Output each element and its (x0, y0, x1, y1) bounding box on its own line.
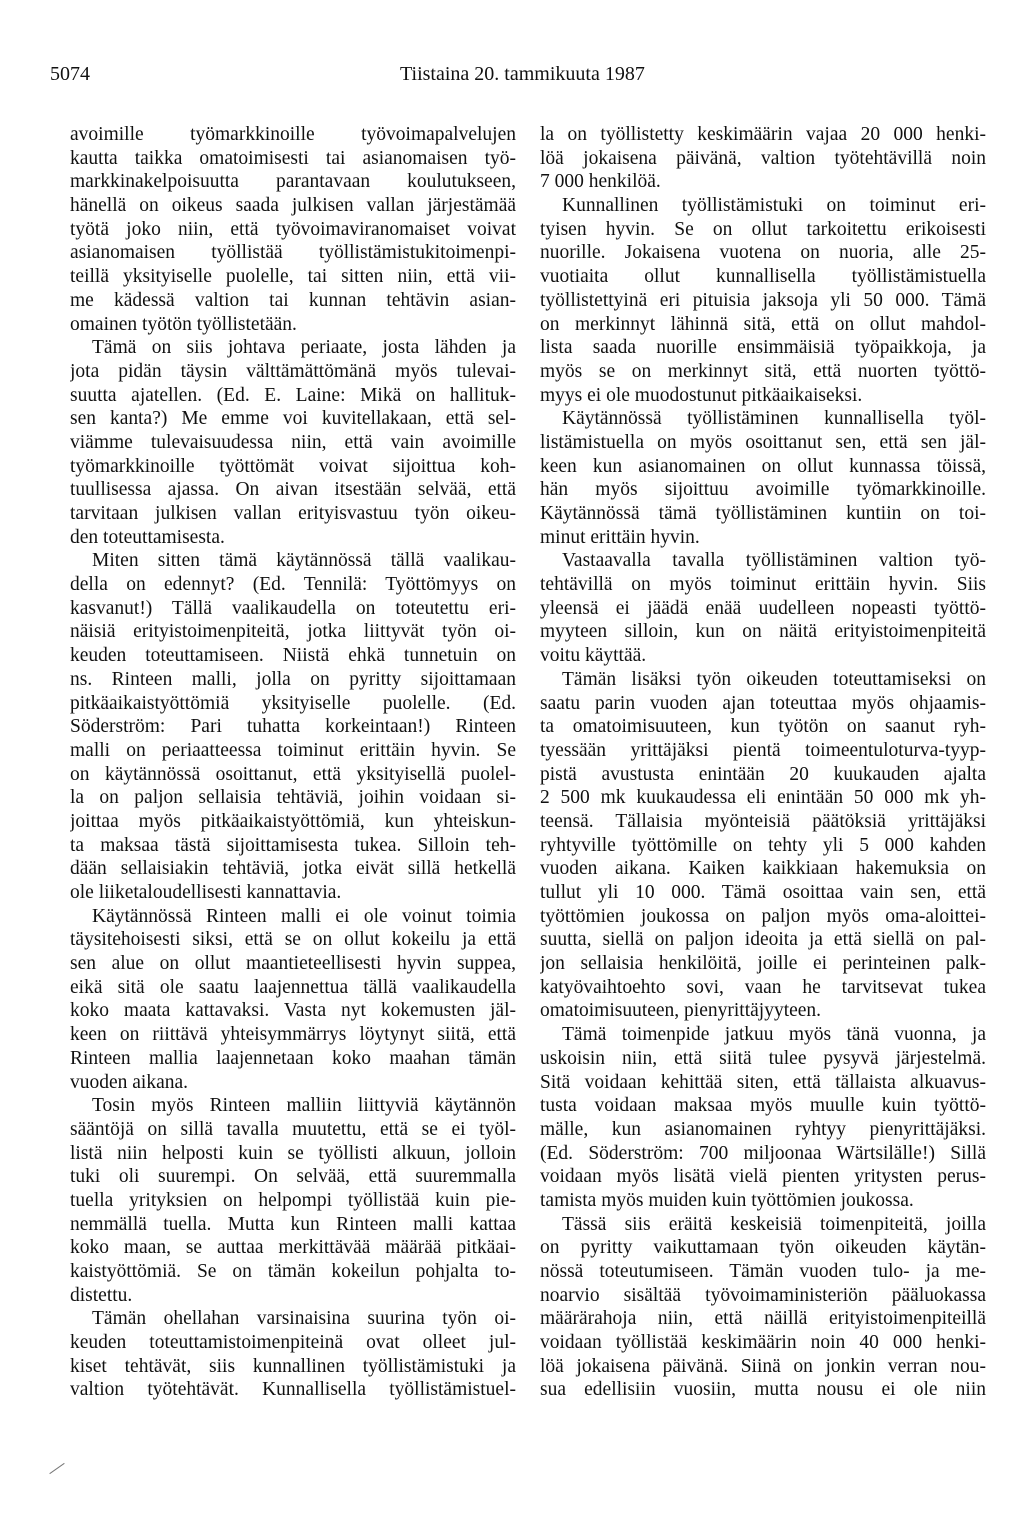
text-line: markkinakelpoisuutta parantavaan koulutukseen, (70, 171, 516, 193)
text-line: ta omatoimisuuteen, kun työtön on saanut ryh- (540, 716, 986, 738)
right-text-column (540, 123, 986, 1402)
text-line: työllistettyinä eri pituisia jaksoja yli 50 000. Tämä (540, 289, 986, 311)
text-line: den toteuttamisesta. (70, 526, 225, 548)
text-line: voitu käyttää. (540, 645, 647, 667)
text-line: Vastaavalla tavalla työllistäminen valtion työ- (562, 550, 986, 572)
left-text-column (70, 123, 516, 1402)
text-line: malli on periaatteessa toiminut erittäin hyvin. Se (70, 739, 516, 761)
text-line: myyteen silloin, kun on näitä erityistoimenpiteitä (540, 621, 986, 643)
text-line: Tämä on siis johtava periaate, josta lähden ja (92, 337, 516, 359)
text-line: listä niin helposti kuin se työllisti alkuun, jolloin (70, 1142, 516, 1164)
text-line: eikä sitä ole saatu laajennettua tällä vaalikaudella (70, 976, 516, 998)
text-line: la on paljon sellaisia tehtäviä, joihin voidaan si- (70, 787, 516, 809)
text-line: Kunnallinen työllistämistuki on toiminut eri- (562, 195, 986, 217)
text-line: listämistuella on myös osoittanut sen, että sen jäl- (540, 431, 986, 453)
text-line: tuki oli suurempi. On selvää, että suuremmalla (70, 1166, 516, 1188)
text-line: pistä avustusta enintään 20 kuukauden ajalta (540, 763, 986, 785)
text-line: suutta ajatellen. (Ed. E. Laine: Mikä on hallituk- (70, 384, 516, 406)
text-line: kiset tehtävät, siis kunnallinen työllistämistuki ja (70, 1355, 516, 1377)
page-number: 5074 (50, 63, 90, 85)
text-line: hänellä on oikeus saada julkisen vallan järjestämää (70, 195, 516, 217)
text-line: työtä joko niin, että työvoimaviranomaiset voivat (70, 218, 516, 240)
text-line: (Ed. Söderström: 700 miljoonaa Wärtsilälle!) Sillä (540, 1142, 986, 1164)
text-line: myys ei ole muodostunut pitkäaikaiseksi. (540, 384, 863, 406)
text-line: nemmällä tuella. Mutta kun Rinteen malli kattaa (70, 1213, 516, 1235)
text-line: la on työllistetty keskimäärin vajaa 20 000 henki- (540, 124, 986, 145)
text-line: noarvio sisältää työvoimaministeriön pääluokassa (540, 1284, 986, 1306)
text-line: myös se on merkinnyt sitä, että nuorten työttö- (540, 360, 986, 382)
text-line: vuoden aikana. (70, 1071, 189, 1093)
text-line: on pyritty vaikuttamaan työn oikeuden käytän- (540, 1237, 986, 1259)
text-line: määrärahoja niin, että näillä erityistoimenpiteillä (540, 1308, 986, 1330)
text-line: omatoimisuuteen, pienyrittäjyyteen. (540, 1000, 822, 1022)
text-line: Käytännössä työllistäminen kunnallisella työl- (562, 408, 986, 430)
text-line: katyövaihtoehto sovi, vaan he tarvitsevat tukea (540, 976, 986, 998)
text-line: Tosin myös Rinteen malliin liittyviä käytännön (92, 1095, 516, 1117)
text-line: Käytännössä Rinteen malli ei ole voinut toimia (92, 905, 516, 927)
text-line: on käytännössä osoittanut, että yksityisellä puolel- (70, 763, 516, 785)
text-line: keuden toteuttamiseen. Niistä ehkä tunnetuin on (70, 645, 516, 667)
text-line: avoimille työmarkkinoille työvoimapalvelujen (70, 124, 516, 145)
text-line: koko maata kattavaksi. Vasta nyt kokemusten jäl- (70, 1000, 516, 1022)
text-line: keen on riittävä yhteisymmärrys löytynyt siitä, että (70, 1024, 516, 1046)
text-line: teensä. Tällaisia myönteisiä päätöksiä yrittäjäksi (540, 810, 986, 832)
text-line: kaistyöttömiä. Se on tämän kokeilun pohjalta to- (70, 1261, 516, 1282)
text-line: tarvitaan julkisen vallan erityisvastuu työn oikeu- (70, 503, 516, 524)
text-line: 2 500 mk kuukaudessa eli enintään 50 000 mk yh- (540, 787, 986, 809)
text-line: Tässä siis eräitä keskeisiä toimenpiteitä, joilla (562, 1213, 986, 1235)
text-line: Käytännössä tämä työllistäminen kuntiin on toi- (540, 503, 986, 524)
text-line: sua edellisiin vuosiin, mutta nousu ei ole niin (540, 1379, 986, 1401)
text-line: joittaa myös pitkäaikaistyöttömiä, kun yhteiskun- (70, 810, 516, 832)
text-line: Tämä toimenpide jatkuu myös tänä vuonna, ja (562, 1024, 986, 1046)
text-line: uskoisin niin, että siitä tulee pysyvä järjestelmä. (540, 1047, 986, 1069)
text-line: suutta, siellä on paljon ideoita ja että siellä on pal- (540, 929, 986, 951)
text-line: tamista myös muiden kuin työttömien joukossa. (540, 1189, 914, 1211)
text-line: jota pidän täysin välttämättömänä myös tulevai- (70, 360, 516, 382)
text-line: voidaan myös lisätä vielä pienten yritysten perus- (540, 1166, 986, 1188)
text-line: keuden toteuttamistoimenpiteinä ovat olleet jul- (70, 1332, 516, 1354)
text-line: keen kun asianomainen on ollut kunnassa töissä, (540, 455, 986, 477)
text-line: pitkäaikaistyöttömiä yksityiselle puolelle. (Ed. (70, 692, 516, 714)
text-line: vuoden aikana. Kaiken kaikkiaan hakemuksia on (540, 858, 986, 880)
text-line: minut erittäin hyvin. (540, 526, 700, 548)
text-line: kautta taikka omatoimisesti tai asianomaisen työ- (70, 147, 516, 169)
text-line: on merkinnyt lähinnä sitä, että on ollut mahdol- (540, 313, 986, 335)
text-line: teillä yksityiselle puolelle, tai sitten niin, että vii- (70, 266, 516, 288)
text-line: löä jokaisena päivänä. Siinä on jonkin verran nou- (540, 1355, 986, 1377)
text-line: Rinteen mallia laajennetaan koko maahan tämän (70, 1047, 516, 1069)
running-head-date: Tiistaina 20. tammikuuta 1987 (400, 63, 645, 85)
text-line: della on edennyt? (Ed. Tennilä: Työttömyys on (70, 574, 516, 596)
text-line: täysitehoisesti siksi, että se on ollut kokeilu ja että (70, 929, 516, 951)
text-line: tyessään yrittäjäksi pientä toimeentuloturva-tyyp- (540, 739, 986, 761)
text-line: lista saada nuorille ensimmäisiä työpaikkoja, ja (540, 337, 986, 359)
text-line: Tämän ohellahan varsinaisina suurina työn oi- (92, 1308, 516, 1330)
text-line: nössä toteutumiseen. Tämän vuoden tulo- ja me- (540, 1261, 986, 1282)
text-line: kasvanut!) Tällä vaalikaudella on toteutettu eri- (70, 597, 516, 619)
text-line: työttömien joukossa on paljon myös oma-aloittei- (540, 905, 986, 927)
text-line: hän myös sijoittuu avoimille työmarkkinoille. (540, 479, 986, 501)
text-line: näisiä erityistoimenpiteitä, jotka liittyvät työn oi- (70, 621, 516, 643)
text-line: distettu. (70, 1284, 133, 1306)
text-line: sääntöjä on sillä tavalla muutettu, että se ei työl- (70, 1118, 516, 1140)
text-line: Miten sitten tämä käytännössä tällä vaalikau- (92, 550, 516, 572)
text-line: ole liiketaloudellisesti kannattavia. (70, 882, 342, 903)
text-line: vuotiaita ollut kunnallisella työllistämistuella (540, 266, 986, 288)
text-line: voidaan työllistää keskimäärin noin 40 000 henki- (540, 1332, 986, 1354)
text-line: tullut yli 10 000. Tämä osoittaa vain sen, että (540, 882, 986, 903)
text-line: Tämän lisäksi työn oikeuden toteuttamiseksi on (562, 668, 986, 690)
text-line: yleensä ei jäädä enää uudelleen nopeasti työttö- (540, 597, 986, 619)
text-line: Söderström: Pari tuhatta korkeintaan!) Rinteen (70, 716, 516, 738)
text-line: viämme tulevaisuudessa niin, että vain avoimille (70, 431, 516, 453)
text-line: sen alue on ollut maantieteellisesti hyvin suppea, (70, 953, 516, 975)
text-line: Sitä voidaan kehittää siten, että tällaista alkuavus- (540, 1071, 986, 1093)
text-line: työmarkkinoille työttömät voivat sijoittua koh- (70, 455, 516, 477)
text-line: tusta voidaan maksaa myös muulle kuin työttö- (540, 1095, 986, 1117)
text-line: dään sellaisiakin tehtäviä, jotka eivät sillä hetkellä (70, 858, 516, 880)
text-line: me kädessä valtion tai kunnan tehtävin asian- (70, 289, 516, 311)
text-line: tyisen hyvin. Se on ollut tarkoitettu erikoisesti (540, 218, 986, 240)
text-line: mälle, kun asianomainen ryhtyy pienyrittäjäksi. (540, 1118, 986, 1140)
text-line: ta maksaa tästä sijoittamisesta tukea. Silloin teh- (70, 834, 516, 856)
text-line: saatu parin vuoden ajan toteuttaa myös ohjaamis- (540, 692, 986, 714)
text-line: sen kanta?) Me emme voi kuvitellakaan, että sel- (70, 408, 516, 430)
text-line: omainen työtön työllistetään. (70, 313, 297, 335)
margin-pencil-mark (49, 1463, 64, 1474)
text-line: nuorille. Jokaisena vuotena on nuoria, alle 25- (540, 242, 986, 264)
text-line: tehtävillä on myös toiminut erittäin hyvin. Siis (540, 574, 986, 596)
text-line: asianomaisen työllistää työllistämistukitoimenpi- (70, 242, 516, 264)
text-line: tuullisessa ajassa. On aivan itsestään selvää, että (70, 479, 516, 501)
text-line: ns. Rinteen malli, jolla on pyritty sijoittamaan (70, 668, 516, 690)
text-line: valtion työtehtävät. Kunnallisella työllistämistuel- (70, 1379, 516, 1401)
text-line: tuella yrityksien on helpompi työllistää kuin pie- (70, 1189, 516, 1211)
text-line: jon sellaisia henkilöitä, joille ei perinteinen palk- (540, 953, 986, 975)
text-line: ryhtyville työttömille on tehty yli 5 000 kahden (540, 834, 986, 856)
text-line: löä jokaisena päivänä, valtion työtehtävillä noin (540, 147, 986, 169)
text-line: koko maan, se auttaa merkittävää määrää pitkäai- (70, 1237, 516, 1259)
text-line: 7 000 henkilöä. (540, 171, 661, 193)
